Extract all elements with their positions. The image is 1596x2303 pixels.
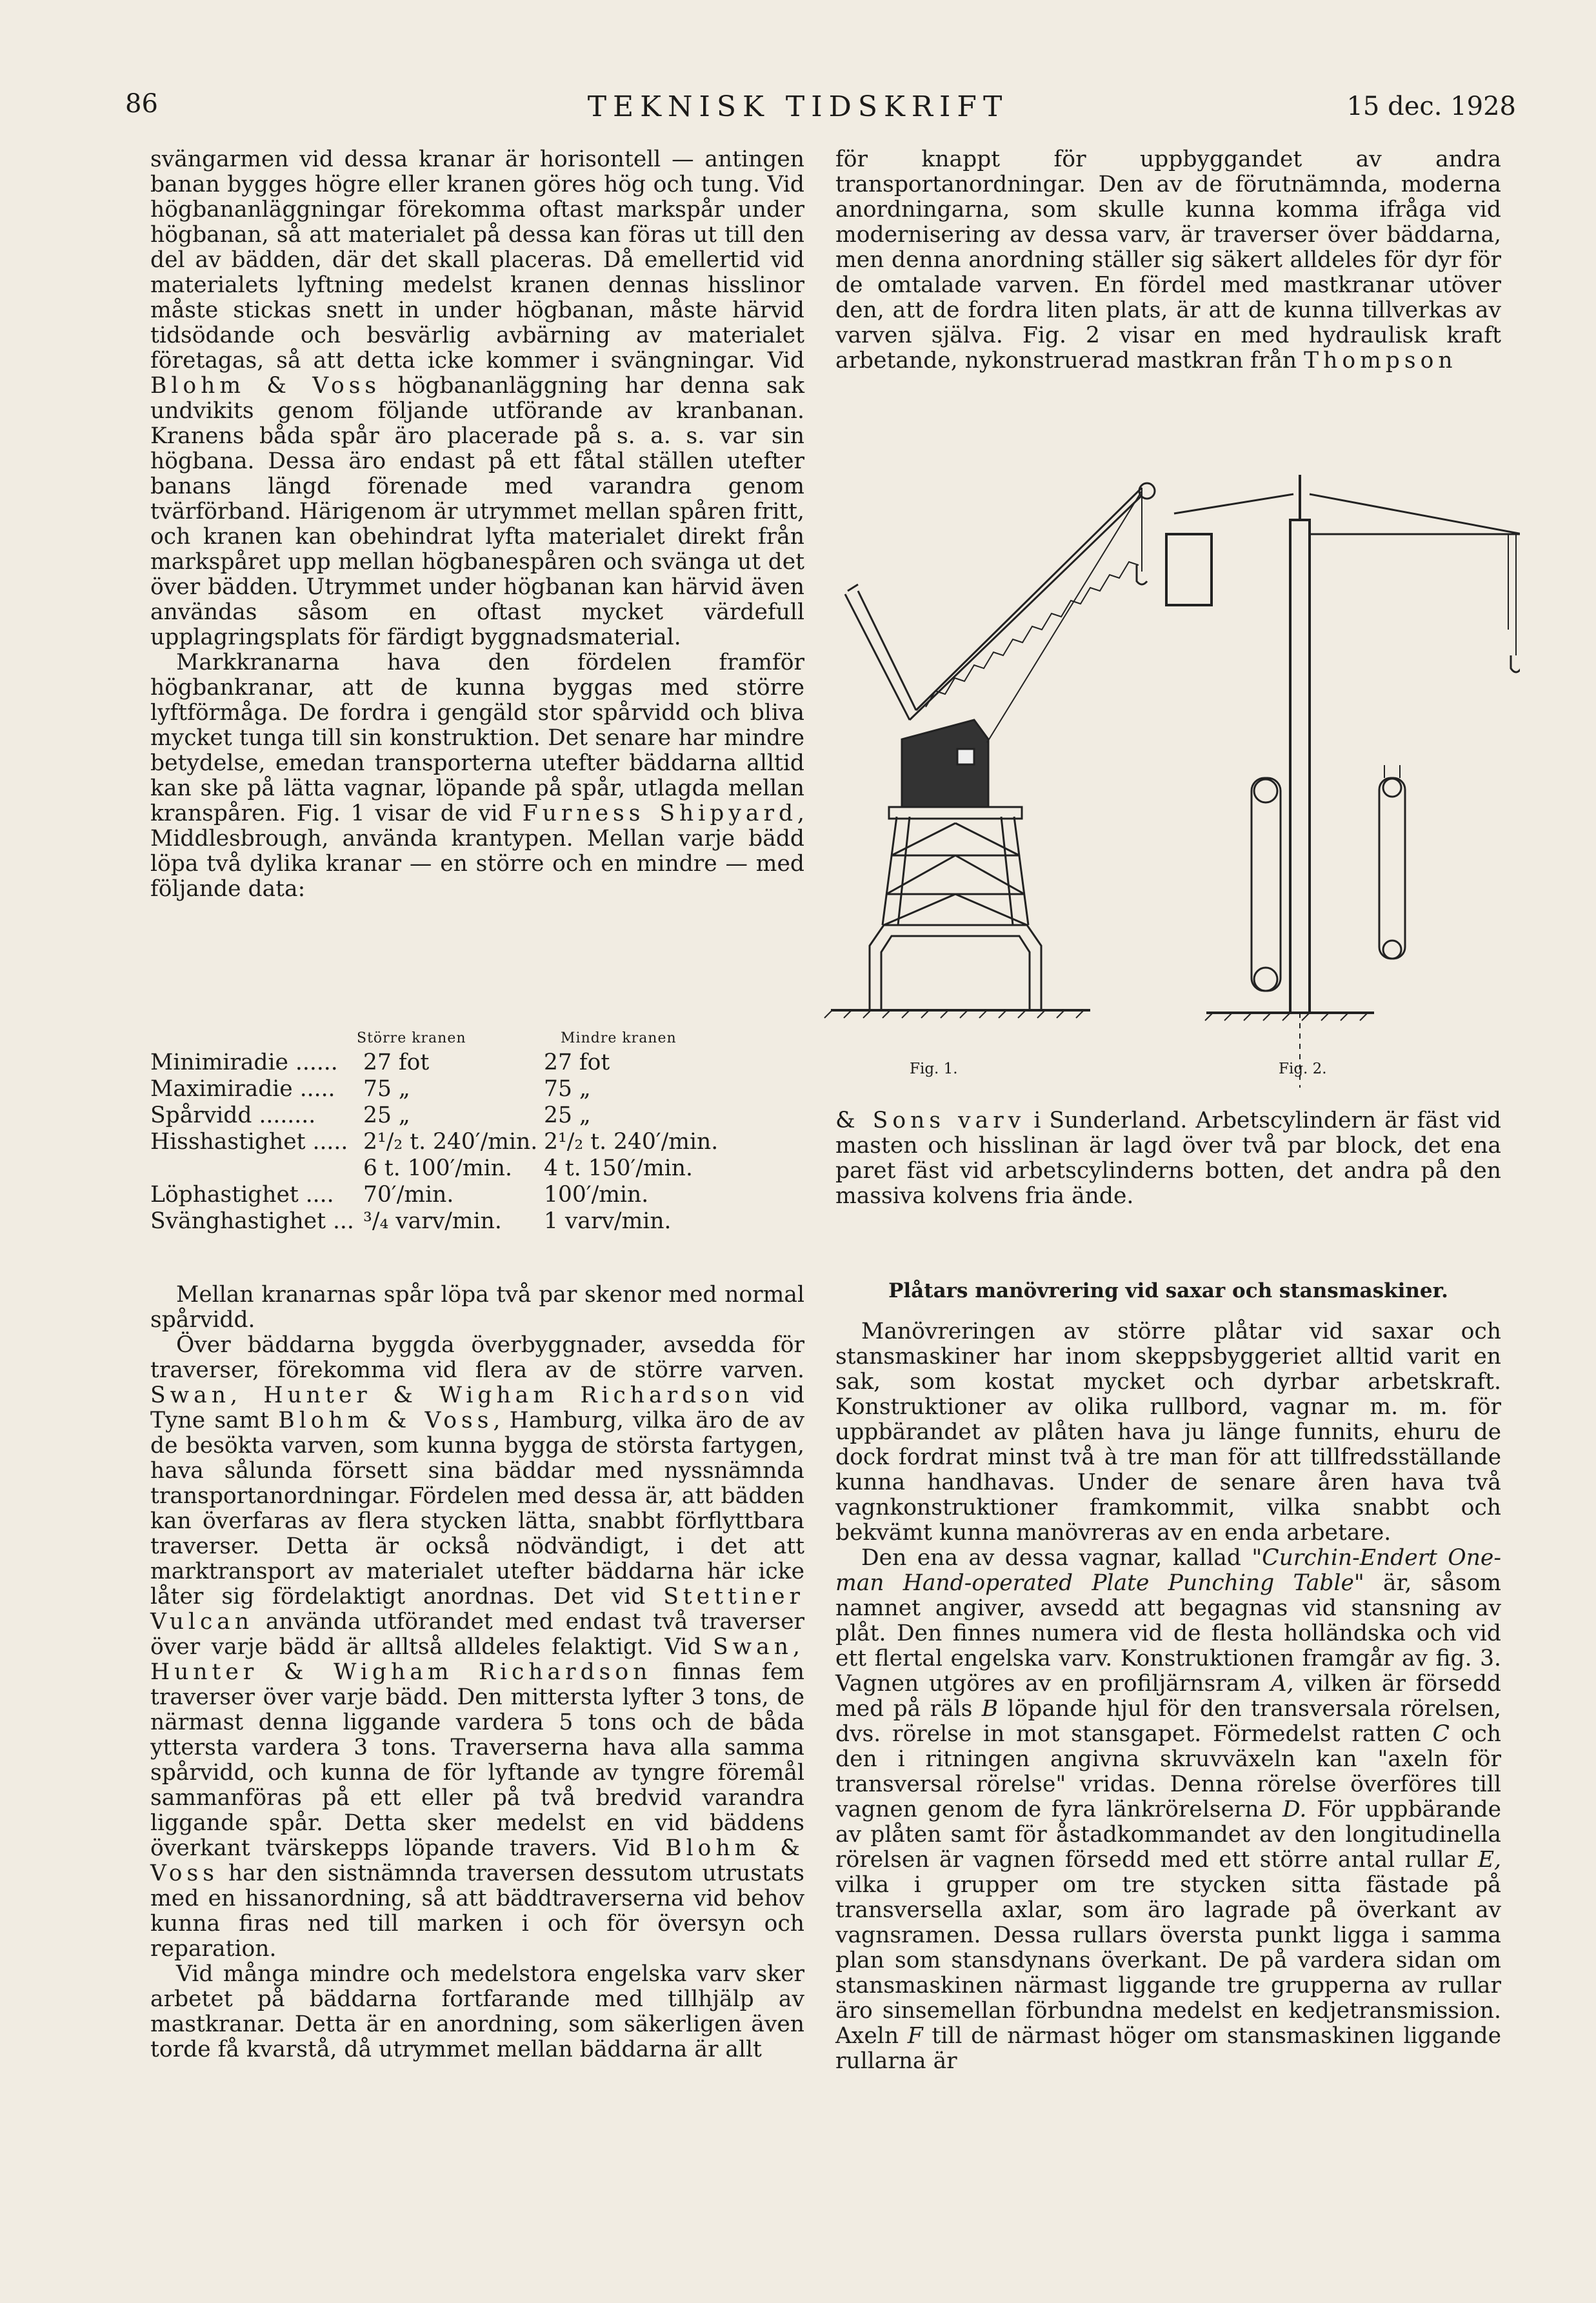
left-column-bottom xyxy=(150,1282,804,2062)
table-cell: 75 „ xyxy=(544,1075,591,1102)
table-row xyxy=(150,1049,804,1075)
table-cell: Hisshastighet ..... xyxy=(150,1128,348,1155)
figures xyxy=(819,455,1520,1088)
paragraph: Över bäddarna byggda överbyggnader, avsedda för traverser, förekomma vid flera av de större varven. Swan, Hunter & Wigham Richardson vid Tyne samt Blohm & Voss, Hamburg, vilka äro de av de besökta varven, som kunna bygga de största fartygen, hava sålunda försett sina bäddar med nyssnämnda transportanordningar. Fördelen med dessa är, att bädden kan överfaras av flera stycken lätta, snabbt förflyttbara traverser. Detta är också nödvändigt, i det att marktransport av materialet utefter bäddarna här icke låter sig fördelaktigt anordnas. Det vid Stettiner Vulcan använda utförandet med endast två traverser över varje bädd är alltså alldeles felaktigt. Vid Swan, Hunter & Wigham Richardson finnas fem traverser över varje bädd. Den mittersta lyfter 3 tons, de närmast denna liggande vardera 5 tons och de båda yttersta vardera 3 tons. Traverserna hava alla samma spårvidd, och kunna de för lyftande av tyngre föremål sammanföras på ett eller på två bredvid varandra liggande spår. Detta sker medelst en vid bäddens överkant tvärskepps löpande travers. Vid Blohm & Voss har den sistnämnda traversen dessutom utrustats med en hissanordning, så att bäddtraverserna vid behov kunna firas ned till marken i och för översyn och reparation. xyxy=(150,1332,805,1962)
journal-title: TEKNISK TIDSKRIFT xyxy=(587,90,1009,123)
issue-date: 15 dec. 1928 xyxy=(1346,92,1516,121)
table-row xyxy=(150,1075,804,1102)
crane-drawings xyxy=(819,455,1520,1088)
company-name: Blohm & Voss xyxy=(150,373,381,399)
paragraph: & Sons varv i Sunderland. Arbetscylindern är fäst vid masten och hisslinan är lagd över två par block, det ena paret fäst vid arbetscylinderns botten, det andra på den massiva kolvens fria ände. xyxy=(835,1108,1502,1209)
right-column-middle xyxy=(835,1108,1501,1209)
table-cell: 27 fot xyxy=(363,1049,430,1075)
table-cell: 4 t. 150′/min. xyxy=(544,1155,693,1181)
paragraph: Markkranarna hava den fördelen framför högbankranar, att de kunna byggas med större lyftförmåga. De fordra i gengäld stor spårvidd och bliva mycket tunga till sin konstruktion. Det senare har mindre betydelse, emedan transporterna utefter bäddarna alltid kan ske på lätta vagnar, löpande på spår, utlagda mellan kranspåren. Fig. 1 visar de vid Furness Shipyard, Middlesbrough, använda krantypen. Mellan varje bädd löpa två dylika kranar — en större och en mindre — med följande data: xyxy=(150,650,804,902)
table-cell: Löphastighet .... xyxy=(150,1181,334,1208)
left-column-top xyxy=(150,147,804,902)
table-cell: 25 „ xyxy=(544,1102,591,1128)
table-cell: ³/₄ varv/min. xyxy=(363,1208,502,1234)
company-name: Furness Shipyard xyxy=(522,801,798,826)
table-cell: 1 varv/min. xyxy=(544,1208,672,1234)
table-cell xyxy=(150,1155,363,1181)
right-column-top xyxy=(835,147,1501,374)
table-cell: 2¹/₂ t. 240′/min. xyxy=(544,1128,719,1155)
table-cell: 27 fot xyxy=(544,1049,610,1075)
table-cell: 70′/min. xyxy=(363,1181,454,1208)
page-number: 86 xyxy=(125,89,158,119)
table-row xyxy=(150,1181,804,1208)
table-cell: Maximiradie ..... xyxy=(150,1075,335,1102)
paragraph: Vid många mindre och medelstora engelska varv sker arbetet på bäddarna fortfarande med tillhjälp av mastkranar. Detta är en anordning, som säkerligen även torde få kvarstå, då utrymmet mellan bäddarna är allt xyxy=(150,1961,804,2062)
fig1-caption: Fig. 1. xyxy=(910,1061,958,1077)
table-row xyxy=(150,1128,804,1155)
table-cell: Svänghastighet ... xyxy=(150,1208,354,1234)
table-row xyxy=(150,1208,804,1234)
paragraph: för knappt för uppbyggandet av andra transportanordningar. Den av de förutnämnda, moderna anordningarna, som skulle kunna komma ifråga vid modernisering av dessa varv, är traverser över bäddarna, men denna anordning ställer sig säkert alldeles för dyr för de omtalade varven. En fördel med mastkranar utöver den, att de fordra liten plats, är att de kunna tillverkas av varven själva. Fig. 2 visar en med hydraulisk kraft arbetande, nykonstruerad mastkran från Thompson xyxy=(835,146,1501,374)
fig2-drawing xyxy=(1166,475,1520,1088)
table-header: Större kranen xyxy=(357,1030,466,1046)
table-cell: Spårvidd ........ xyxy=(150,1102,316,1128)
table-row xyxy=(150,1155,804,1181)
paragraph: Mellan kranarnas spår löpa två par skenor med normal spårvidd. xyxy=(150,1282,804,1333)
table-cell: 6 t. 100′/min. xyxy=(363,1155,512,1181)
table-cell: 25 „ xyxy=(363,1102,410,1128)
table-cell: 75 „ xyxy=(363,1075,410,1102)
table-cell: Minimiradie ...... xyxy=(150,1049,338,1075)
paragraph: Den ena av dessa vagnar, kallad "Curchin-Endert One-man Hand-operated Plate Punching Table" är, såsom namnet angiver, avsedd att begagnas vid stansning av plåt. Den finnes numera vid de flesta holländska och vid ett flertal engelska varv. Konstruktionen framgår av fig. 3. Vagnen utgöres av en profiljärnsram A, vilken är försedd med på räls B löpande hjul för den transversala rörelsen, dvs. rörelse in mot stansgapet. Förmedelst ratten C och den i ritningen angivna skruvväxeln kan "axeln för transversal rörelse" vridas. Denna rörelse överföres till vagnen genom de fyra länkrörelserna D. För uppbärande av plåten samt för åstadkommandet av den longitudinella rörelsen är vagnen försedd med ett större antal rullar E, vilka i grupper om tre stycken sitta fästade på transversella axlar, som äro lagrade på överkant av vagnsramen. Dessa rullars översta punkt ligga i samma plan som stansdynans överkant. De på vardera sidan om stansmaskinen närmast liggande tre grupperna av rullar äro sinsemellan förbundna medelst en kedjetransmission. Axeln F till de närmast höger om stansmaskinen liggande rullarna är xyxy=(835,1545,1502,2074)
section-heading: Plåtars manövrering vid saxar och stansmaskiner. xyxy=(888,1279,1448,1302)
paragraph: svängarmen vid dessa kranar är horisontell — antingen banan bygges högre eller kranen göres hög och tung. Vid högbananläggningar förekomma oftast markspår under högbanan, så att materialet på dessa kan föras ut till den del av bädden, där det skall placeras. Då emellertid vid materialets lyftning medelst kranen dennas hisslinor måste stickas snett in under högbanan, måste härvid tidsödande och besvärlig avbärning av materialet företagas, så att detta icke kommer i svängningar. Vid Blohm & Voss högbananläggning har denna sak undvikits genom följande utförande av kranbanan. Kranens båda spår äro placerade på s. a. s. var sin högbana. Dessa äro endast på ett fåtal ställen utefter banans längd förenade med varandra genom tvärförband. Härigenom är utrymmet mellan spåren fritt, och kranen kan obehindrat lyfta materialet direkt från markspåret upp mellan högbanespåren och svänga ut det över bädden. Utrymmet under högbanan kan härvid även användas såsom en oftast mycket värdefull upplagringsplats för färdigt byggnadsmaterial. xyxy=(150,146,805,650)
fig1-drawing xyxy=(824,483,1155,1018)
table-cell: 2¹/₂ t. 240′/min. xyxy=(363,1128,538,1155)
table-row xyxy=(150,1102,804,1128)
fig2-caption: Fig. 2. xyxy=(1279,1061,1327,1077)
right-column-bottom xyxy=(835,1279,1501,2074)
table-cell: 100′/min. xyxy=(544,1181,649,1208)
table-header: Mindre kranen xyxy=(561,1030,677,1046)
paragraph: Manövreringen av större plåtar vid saxar och stansmaskiner har inom skeppsbyggeriet alltid varit en sak, som kostat mycket och dyrbar arbetskraft. Konstruktioner av olika rullbord, vagnar m. m. för uppbärandet av plåten hava ju länge funnits, ehuru de dock fordrat minst två à tre man för att tillfredsställande kunna handhavas. Under de senare åren hava två vagnkonstruktioner framkommit, vilka snabbt och bekvämt kunna manövreras av en enda arbetare. xyxy=(835,1319,1501,1546)
crane-data-table xyxy=(150,1027,804,1234)
